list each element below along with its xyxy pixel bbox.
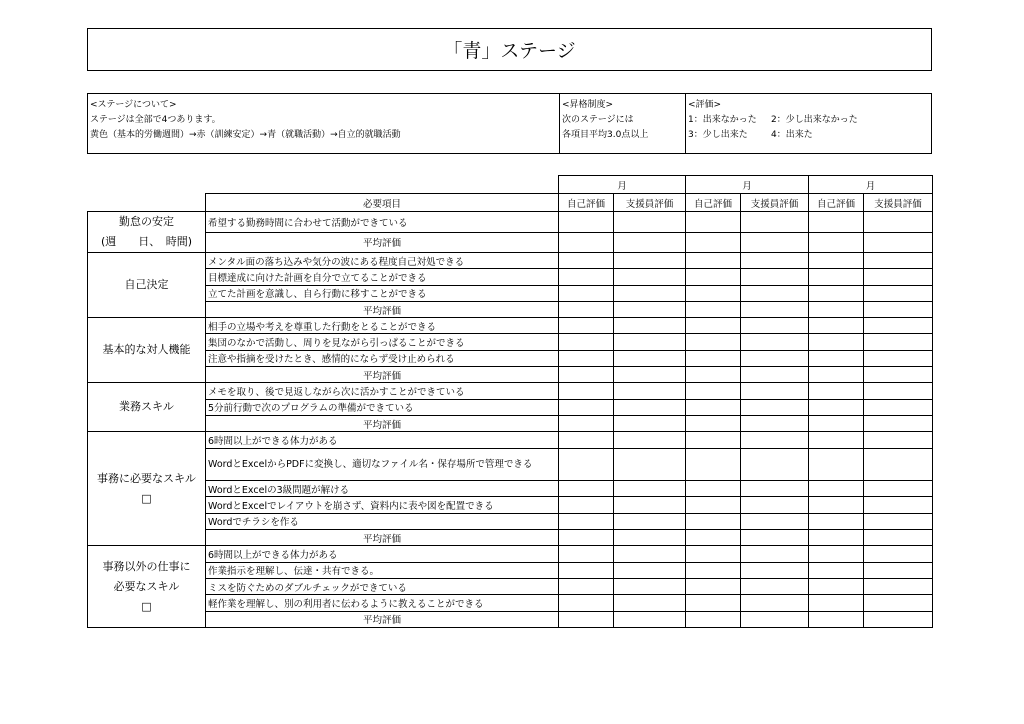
staff-eval-average-cell[interactable] <box>614 367 686 383</box>
self-eval-cell[interactable] <box>686 253 741 269</box>
self-eval-average-cell[interactable] <box>559 367 614 383</box>
page-title: 「青」ステージ <box>87 28 932 71</box>
category-label <box>88 212 206 253</box>
required-item: メンタル面の落ち込みや気分の波にある程度自己対処できる <box>206 253 559 269</box>
self-eval-cell[interactable] <box>559 481 614 497</box>
stage-info <box>88 94 560 153</box>
required-item: WordとExcelの3級問題が解ける <box>206 481 559 497</box>
staff-eval-header: 支援員評価 <box>741 194 809 212</box>
staff-eval-cell[interactable] <box>864 318 933 334</box>
staff-eval-average-cell[interactable] <box>741 301 809 317</box>
staff-eval-cell[interactable] <box>614 513 686 529</box>
staff-eval-average-cell[interactable] <box>864 611 933 627</box>
required-item: 立てた計画を意識し、自ら行動に移すことができる <box>206 285 559 301</box>
staff-eval-cell[interactable] <box>741 578 809 594</box>
staff-eval-average-cell[interactable] <box>614 611 686 627</box>
self-eval-average-cell[interactable] <box>809 611 864 627</box>
staff-eval-cell[interactable] <box>614 212 686 233</box>
self-eval-cell[interactable] <box>809 513 864 529</box>
self-eval-header: 自己評価 <box>809 194 864 212</box>
staff-eval-cell[interactable] <box>614 595 686 611</box>
info-box <box>87 93 932 154</box>
self-eval-cell[interactable] <box>686 497 741 513</box>
average-label: 平均評価 <box>206 367 559 383</box>
self-eval-cell[interactable] <box>559 513 614 529</box>
self-eval-cell[interactable] <box>559 432 614 448</box>
eval-4: 4：出来た <box>771 130 813 140</box>
self-eval-cell[interactable] <box>559 285 614 301</box>
self-eval-average-cell[interactable] <box>559 611 614 627</box>
staff-eval-cell[interactable] <box>864 595 933 611</box>
category-label-line: 事務に必要なスキル <box>97 471 196 485</box>
self-eval-cell[interactable] <box>686 562 741 578</box>
category-label-line: □ <box>141 491 152 505</box>
staff-eval-average-cell[interactable] <box>741 232 809 253</box>
self-eval-cell[interactable] <box>809 497 864 513</box>
self-eval-average-cell[interactable] <box>809 301 864 317</box>
month-header-2: 月 <box>686 176 809 194</box>
staff-eval-cell[interactable] <box>741 481 809 497</box>
average-label: 平均評価 <box>206 415 559 431</box>
category-label <box>88 383 206 432</box>
self-eval-cell[interactable] <box>686 318 741 334</box>
average-label: 平均評価 <box>206 232 559 253</box>
category-label-line: 事務以外の仕事に <box>102 559 191 573</box>
month-header-1: 月 <box>559 176 686 194</box>
self-eval-cell[interactable] <box>559 212 614 233</box>
self-eval-cell[interactable] <box>686 513 741 529</box>
staff-eval-average-cell[interactable] <box>864 530 933 546</box>
staff-eval-average-cell[interactable] <box>614 232 686 253</box>
self-eval-average-cell[interactable] <box>686 301 741 317</box>
required-item: 目標達成に向けた計画を自分で立てることができる <box>206 269 559 285</box>
staff-eval-average-cell[interactable] <box>741 415 809 431</box>
staff-eval-cell[interactable] <box>614 399 686 415</box>
stage-line2: 黄色（基本的労働週間）→赤（訓練安定）→青（就職活動）→自立的就職活動 <box>90 130 401 140</box>
self-eval-cell[interactable] <box>686 334 741 350</box>
category-label-line: 業務スキル <box>119 400 174 414</box>
self-eval-cell[interactable] <box>686 212 741 233</box>
staff-eval-cell[interactable] <box>741 334 809 350</box>
self-eval-cell[interactable] <box>809 399 864 415</box>
self-eval-cell[interactable] <box>686 350 741 366</box>
staff-eval-cell[interactable] <box>741 432 809 448</box>
category-label-line: (週 日、 時間) <box>100 235 193 248</box>
month-header-3: 月 <box>809 176 933 194</box>
required-item: 6時間以上ができる体力がある <box>206 432 559 448</box>
self-eval-cell[interactable] <box>809 212 864 233</box>
self-eval-average-cell[interactable] <box>809 232 864 253</box>
required-item: 集団のなかで活動し、周りを見ながら引っぱることができる <box>206 334 559 350</box>
average-label: 平均評価 <box>206 301 559 317</box>
staff-eval-cell[interactable] <box>864 285 933 301</box>
required-item: 相手の立場や考えを尊重した行動をとることができる <box>206 318 559 334</box>
category-label-line: 必要なスキル <box>113 579 180 593</box>
self-eval-cell[interactable] <box>686 546 741 562</box>
required-items-header: 必要項目 <box>206 194 559 212</box>
staff-eval-cell[interactable] <box>864 350 933 366</box>
self-eval-cell[interactable] <box>559 334 614 350</box>
staff-eval-cell[interactable] <box>741 253 809 269</box>
promotion-header: <昇格制度> <box>562 100 614 110</box>
staff-eval-cell[interactable] <box>741 562 809 578</box>
stage-header: <ステージについて> <box>90 100 177 110</box>
category-label-line: 基本的な対人機能 <box>102 343 191 357</box>
required-item: 作業指示を理解し、伝達・共有できる。 <box>206 562 559 578</box>
average-label: 平均評価 <box>206 611 559 627</box>
self-eval-cell[interactable] <box>559 497 614 513</box>
staff-eval-cell[interactable] <box>614 432 686 448</box>
eval-1: 1：出来なかった <box>688 115 757 125</box>
staff-eval-cell[interactable] <box>741 399 809 415</box>
required-item: WordとExcelからPDFに変換し、適切なファイル名・保存場所で管理できる <box>206 448 559 481</box>
self-eval-cell[interactable] <box>809 448 864 481</box>
staff-eval-cell[interactable] <box>741 497 809 513</box>
self-eval-cell[interactable] <box>809 269 864 285</box>
staff-eval-header: 支援員評価 <box>864 194 933 212</box>
self-eval-cell[interactable] <box>686 269 741 285</box>
promotion-line1: 次のステージには <box>562 115 634 125</box>
staff-eval-average-cell[interactable] <box>741 367 809 383</box>
staff-eval-cell[interactable] <box>741 383 809 399</box>
self-eval-cell[interactable] <box>809 383 864 399</box>
self-eval-cell[interactable] <box>559 399 614 415</box>
staff-eval-cell[interactable] <box>864 546 933 562</box>
staff-eval-average-cell[interactable] <box>614 415 686 431</box>
staff-eval-cell[interactable] <box>864 212 933 233</box>
staff-eval-cell[interactable] <box>741 546 809 562</box>
stage-line1: ステージは全部で4つあります。 <box>90 115 221 125</box>
self-eval-cell[interactable] <box>686 432 741 448</box>
self-eval-average-cell[interactable] <box>559 301 614 317</box>
category-label-line: □ <box>141 599 152 613</box>
staff-eval-average-cell[interactable] <box>864 301 933 317</box>
staff-eval-cell[interactable] <box>864 432 933 448</box>
staff-eval-cell[interactable] <box>741 285 809 301</box>
category-label <box>88 546 206 627</box>
self-eval-cell[interactable] <box>686 448 741 481</box>
staff-eval-cell[interactable] <box>614 546 686 562</box>
required-item: WordとExcelでレイアウトを崩さず、資料内に表や図を配置できる <box>206 497 559 513</box>
staff-eval-cell[interactable] <box>614 350 686 366</box>
self-eval-cell[interactable] <box>809 285 864 301</box>
self-eval-cell[interactable] <box>686 481 741 497</box>
staff-eval-cell[interactable] <box>614 269 686 285</box>
staff-eval-average-cell[interactable] <box>864 367 933 383</box>
evaluation-table <box>87 175 933 628</box>
staff-eval-cell[interactable] <box>741 595 809 611</box>
self-eval-average-cell[interactable] <box>686 611 741 627</box>
staff-eval-cell[interactable] <box>864 448 933 481</box>
self-eval-average-cell[interactable] <box>559 530 614 546</box>
category-label-line: 勤怠の安定 <box>119 215 174 228</box>
staff-eval-cell[interactable] <box>864 383 933 399</box>
staff-eval-cell[interactable] <box>614 578 686 594</box>
self-eval-average-cell[interactable] <box>686 530 741 546</box>
self-eval-cell[interactable] <box>809 481 864 497</box>
self-eval-average-cell[interactable] <box>559 232 614 253</box>
self-eval-cell[interactable] <box>686 285 741 301</box>
category-label-line: 自己決定 <box>124 278 169 292</box>
self-eval-average-cell[interactable] <box>686 232 741 253</box>
staff-eval-cell[interactable] <box>614 334 686 350</box>
self-eval-cell[interactable] <box>686 399 741 415</box>
promotion-info <box>560 94 686 153</box>
required-item: メモを取り、後で見返しながら次に活かすことができている <box>206 383 559 399</box>
self-eval-cell[interactable] <box>559 318 614 334</box>
staff-eval-cell[interactable] <box>614 448 686 481</box>
staff-eval-cell[interactable] <box>614 285 686 301</box>
staff-eval-cell[interactable] <box>741 269 809 285</box>
category-label <box>88 432 206 546</box>
self-eval-cell[interactable] <box>809 578 864 594</box>
staff-eval-header: 支援員評価 <box>614 194 686 212</box>
self-eval-average-cell[interactable] <box>809 530 864 546</box>
staff-eval-cell[interactable] <box>864 334 933 350</box>
promotion-line2: 各項目平均3.0点以上 <box>562 130 649 140</box>
self-eval-cell[interactable] <box>559 595 614 611</box>
self-eval-cell[interactable] <box>559 562 614 578</box>
self-eval-cell[interactable] <box>559 350 614 366</box>
staff-eval-cell[interactable] <box>614 481 686 497</box>
self-eval-cell[interactable] <box>809 334 864 350</box>
self-eval-cell[interactable] <box>559 383 614 399</box>
self-eval-cell[interactable] <box>809 595 864 611</box>
staff-eval-average-cell[interactable] <box>864 415 933 431</box>
self-eval-cell[interactable] <box>559 269 614 285</box>
self-eval-average-cell[interactable] <box>809 367 864 383</box>
staff-eval-average-cell[interactable] <box>614 530 686 546</box>
staff-eval-cell[interactable] <box>864 562 933 578</box>
required-item: ミスを防ぐためのダブルチェックができている <box>206 578 559 594</box>
self-eval-average-cell[interactable] <box>686 415 741 431</box>
staff-eval-average-cell[interactable] <box>864 232 933 253</box>
staff-eval-cell[interactable] <box>741 350 809 366</box>
category-label <box>88 318 206 383</box>
staff-eval-cell[interactable] <box>614 253 686 269</box>
staff-eval-cell[interactable] <box>864 513 933 529</box>
staff-eval-cell[interactable] <box>614 562 686 578</box>
self-eval-cell[interactable] <box>809 562 864 578</box>
self-eval-cell[interactable] <box>559 448 614 481</box>
staff-eval-cell[interactable] <box>864 578 933 594</box>
self-eval-cell[interactable] <box>686 383 741 399</box>
self-eval-cell[interactable] <box>559 253 614 269</box>
staff-eval-cell[interactable] <box>864 399 933 415</box>
eval-header: <評価> <box>688 100 722 110</box>
required-item: 軽作業を理解し、別の利用者に伝わるように教えることができる <box>206 595 559 611</box>
required-item: 希望する勤務時間に合わせて活動ができている <box>206 212 559 233</box>
self-eval-cell[interactable] <box>559 578 614 594</box>
required-item: 注意や指摘を受けたとき、感情的にならず受け止められる <box>206 350 559 366</box>
staff-eval-cell[interactable] <box>864 253 933 269</box>
self-eval-cell[interactable] <box>686 578 741 594</box>
staff-eval-cell[interactable] <box>741 513 809 529</box>
staff-eval-cell[interactable] <box>614 318 686 334</box>
eval-info <box>686 94 931 153</box>
self-eval-average-cell[interactable] <box>809 415 864 431</box>
required-item: Wordでチラシを作る <box>206 513 559 529</box>
staff-eval-cell[interactable] <box>864 481 933 497</box>
staff-eval-cell[interactable] <box>864 269 933 285</box>
self-eval-header: 自己評価 <box>559 194 614 212</box>
staff-eval-cell[interactable] <box>741 448 809 481</box>
self-eval-cell[interactable] <box>809 318 864 334</box>
eval-2: 2：少し出来なかった <box>771 115 858 125</box>
staff-eval-cell[interactable] <box>864 497 933 513</box>
category-label <box>88 253 206 318</box>
self-eval-cell[interactable] <box>809 546 864 562</box>
self-eval-cell[interactable] <box>809 432 864 448</box>
staff-eval-cell[interactable] <box>614 497 686 513</box>
self-eval-average-cell[interactable] <box>686 367 741 383</box>
self-eval-cell[interactable] <box>809 253 864 269</box>
self-eval-header: 自己評価 <box>686 194 741 212</box>
required-item: 6時間以上ができる体力がある <box>206 546 559 562</box>
staff-eval-cell[interactable] <box>614 383 686 399</box>
eval-3: 3：少し出来た <box>688 130 748 140</box>
self-eval-average-cell[interactable] <box>559 415 614 431</box>
staff-eval-average-cell[interactable] <box>741 530 809 546</box>
required-item: 5分前行動で次のプログラムの準備ができている <box>206 399 559 415</box>
self-eval-cell[interactable] <box>809 350 864 366</box>
staff-eval-cell[interactable] <box>741 318 809 334</box>
staff-eval-cell[interactable] <box>741 212 809 233</box>
staff-eval-average-cell[interactable] <box>614 301 686 317</box>
staff-eval-average-cell[interactable] <box>741 611 809 627</box>
average-label: 平均評価 <box>206 530 559 546</box>
self-eval-cell[interactable] <box>686 595 741 611</box>
self-eval-cell[interactable] <box>559 546 614 562</box>
